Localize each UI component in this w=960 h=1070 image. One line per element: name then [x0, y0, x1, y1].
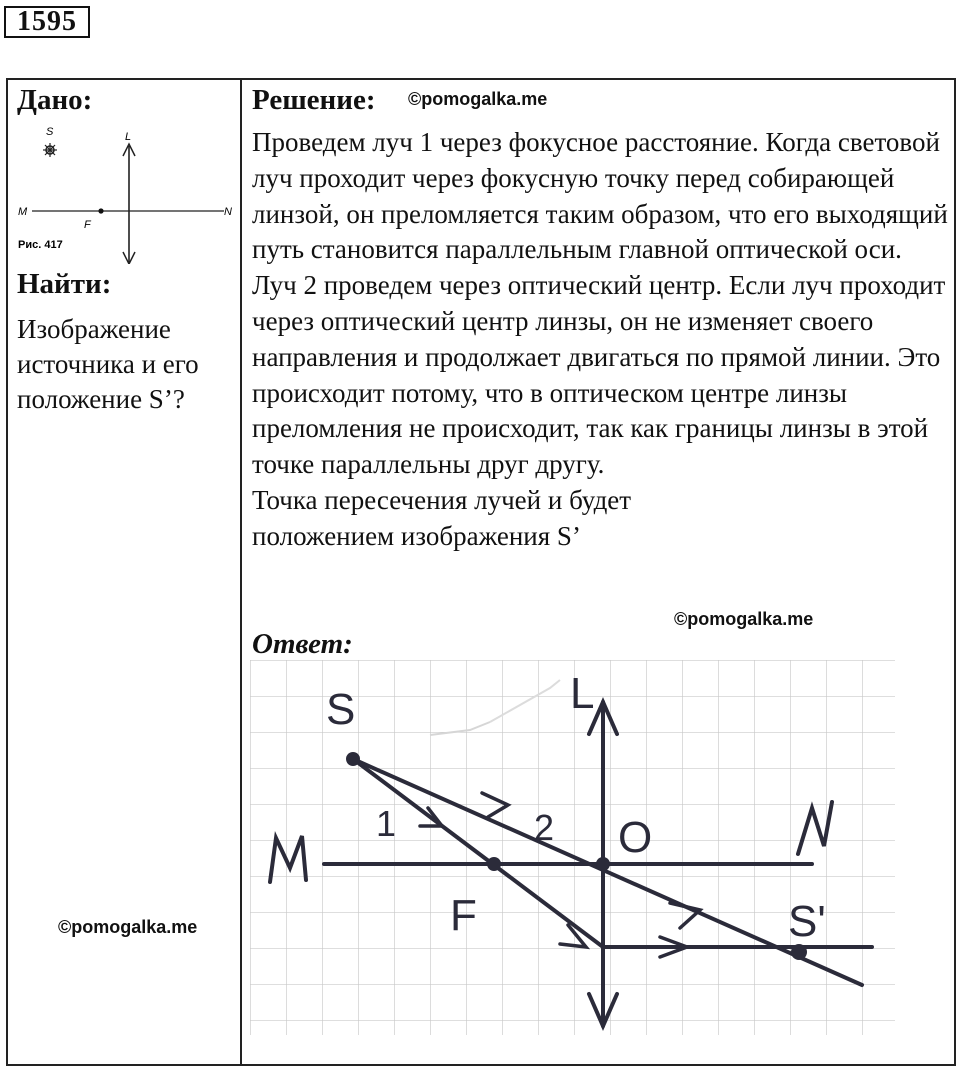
problem-number: 1595 [4, 6, 90, 38]
source-point [346, 752, 360, 766]
label-s-prime: S' [788, 897, 826, 946]
label-o: O [618, 813, 653, 862]
find-heading: Найти: [17, 268, 112, 300]
label-l: L [570, 669, 595, 718]
solution-table [6, 78, 956, 1066]
find-text: Изображение источника и его положение S’? [17, 314, 199, 414]
answer-drawing [250, 660, 900, 1035]
given-figure [12, 124, 238, 264]
watermark-top: ©pomogalka.me [408, 89, 548, 109]
label-ray-1: 1 [376, 803, 397, 844]
solution-paragraph-3: Точка пересечения лучей и будет положением изображения S’ [252, 484, 632, 551]
label-s: S [326, 685, 356, 734]
fig-label-n: N [224, 206, 232, 218]
center-point [596, 857, 610, 871]
answer-heading: Ответ: [252, 628, 353, 660]
column-divider [240, 80, 242, 1064]
given-heading: Дано: [17, 84, 93, 116]
fig-label-l: L [125, 131, 132, 143]
image-point [791, 944, 807, 960]
solution-text [252, 125, 952, 555]
watermark-mid: ©pomogalka.me [674, 609, 814, 629]
fig-label-s: S [46, 126, 54, 138]
solution-heading: Решение: [252, 84, 376, 116]
focus-point [487, 857, 501, 871]
fig-label-m: M [18, 206, 28, 218]
watermark-left: ©pomogalka.me [58, 917, 198, 937]
solution-paragraph-2: Луч 2 проведем через оптический центр. Если луч проходит через оптический центр линзы, он не изменяет своего направления и продолжает двигаться по прямой линии. Это происходит потому, что в оптическом центре линзы преломления не происходит, так как границы линзы в этой точке параллельны друг другу. [252, 270, 946, 480]
fig-label-f: F [84, 219, 91, 231]
light-source-icon [43, 143, 57, 157]
fig-caption: Рис. 417 [18, 239, 63, 251]
solution-paragraph-1: Проведем луч 1 через фокусное расстояние. Когда световой луч проходит через фокусную точку перед собирающей линзой, он преломляется таким образом, что его выходящий путь становится параллельным главной оптической оси. [252, 127, 948, 265]
label-ray-2: 2 [534, 807, 555, 848]
label-f: F [450, 891, 477, 940]
